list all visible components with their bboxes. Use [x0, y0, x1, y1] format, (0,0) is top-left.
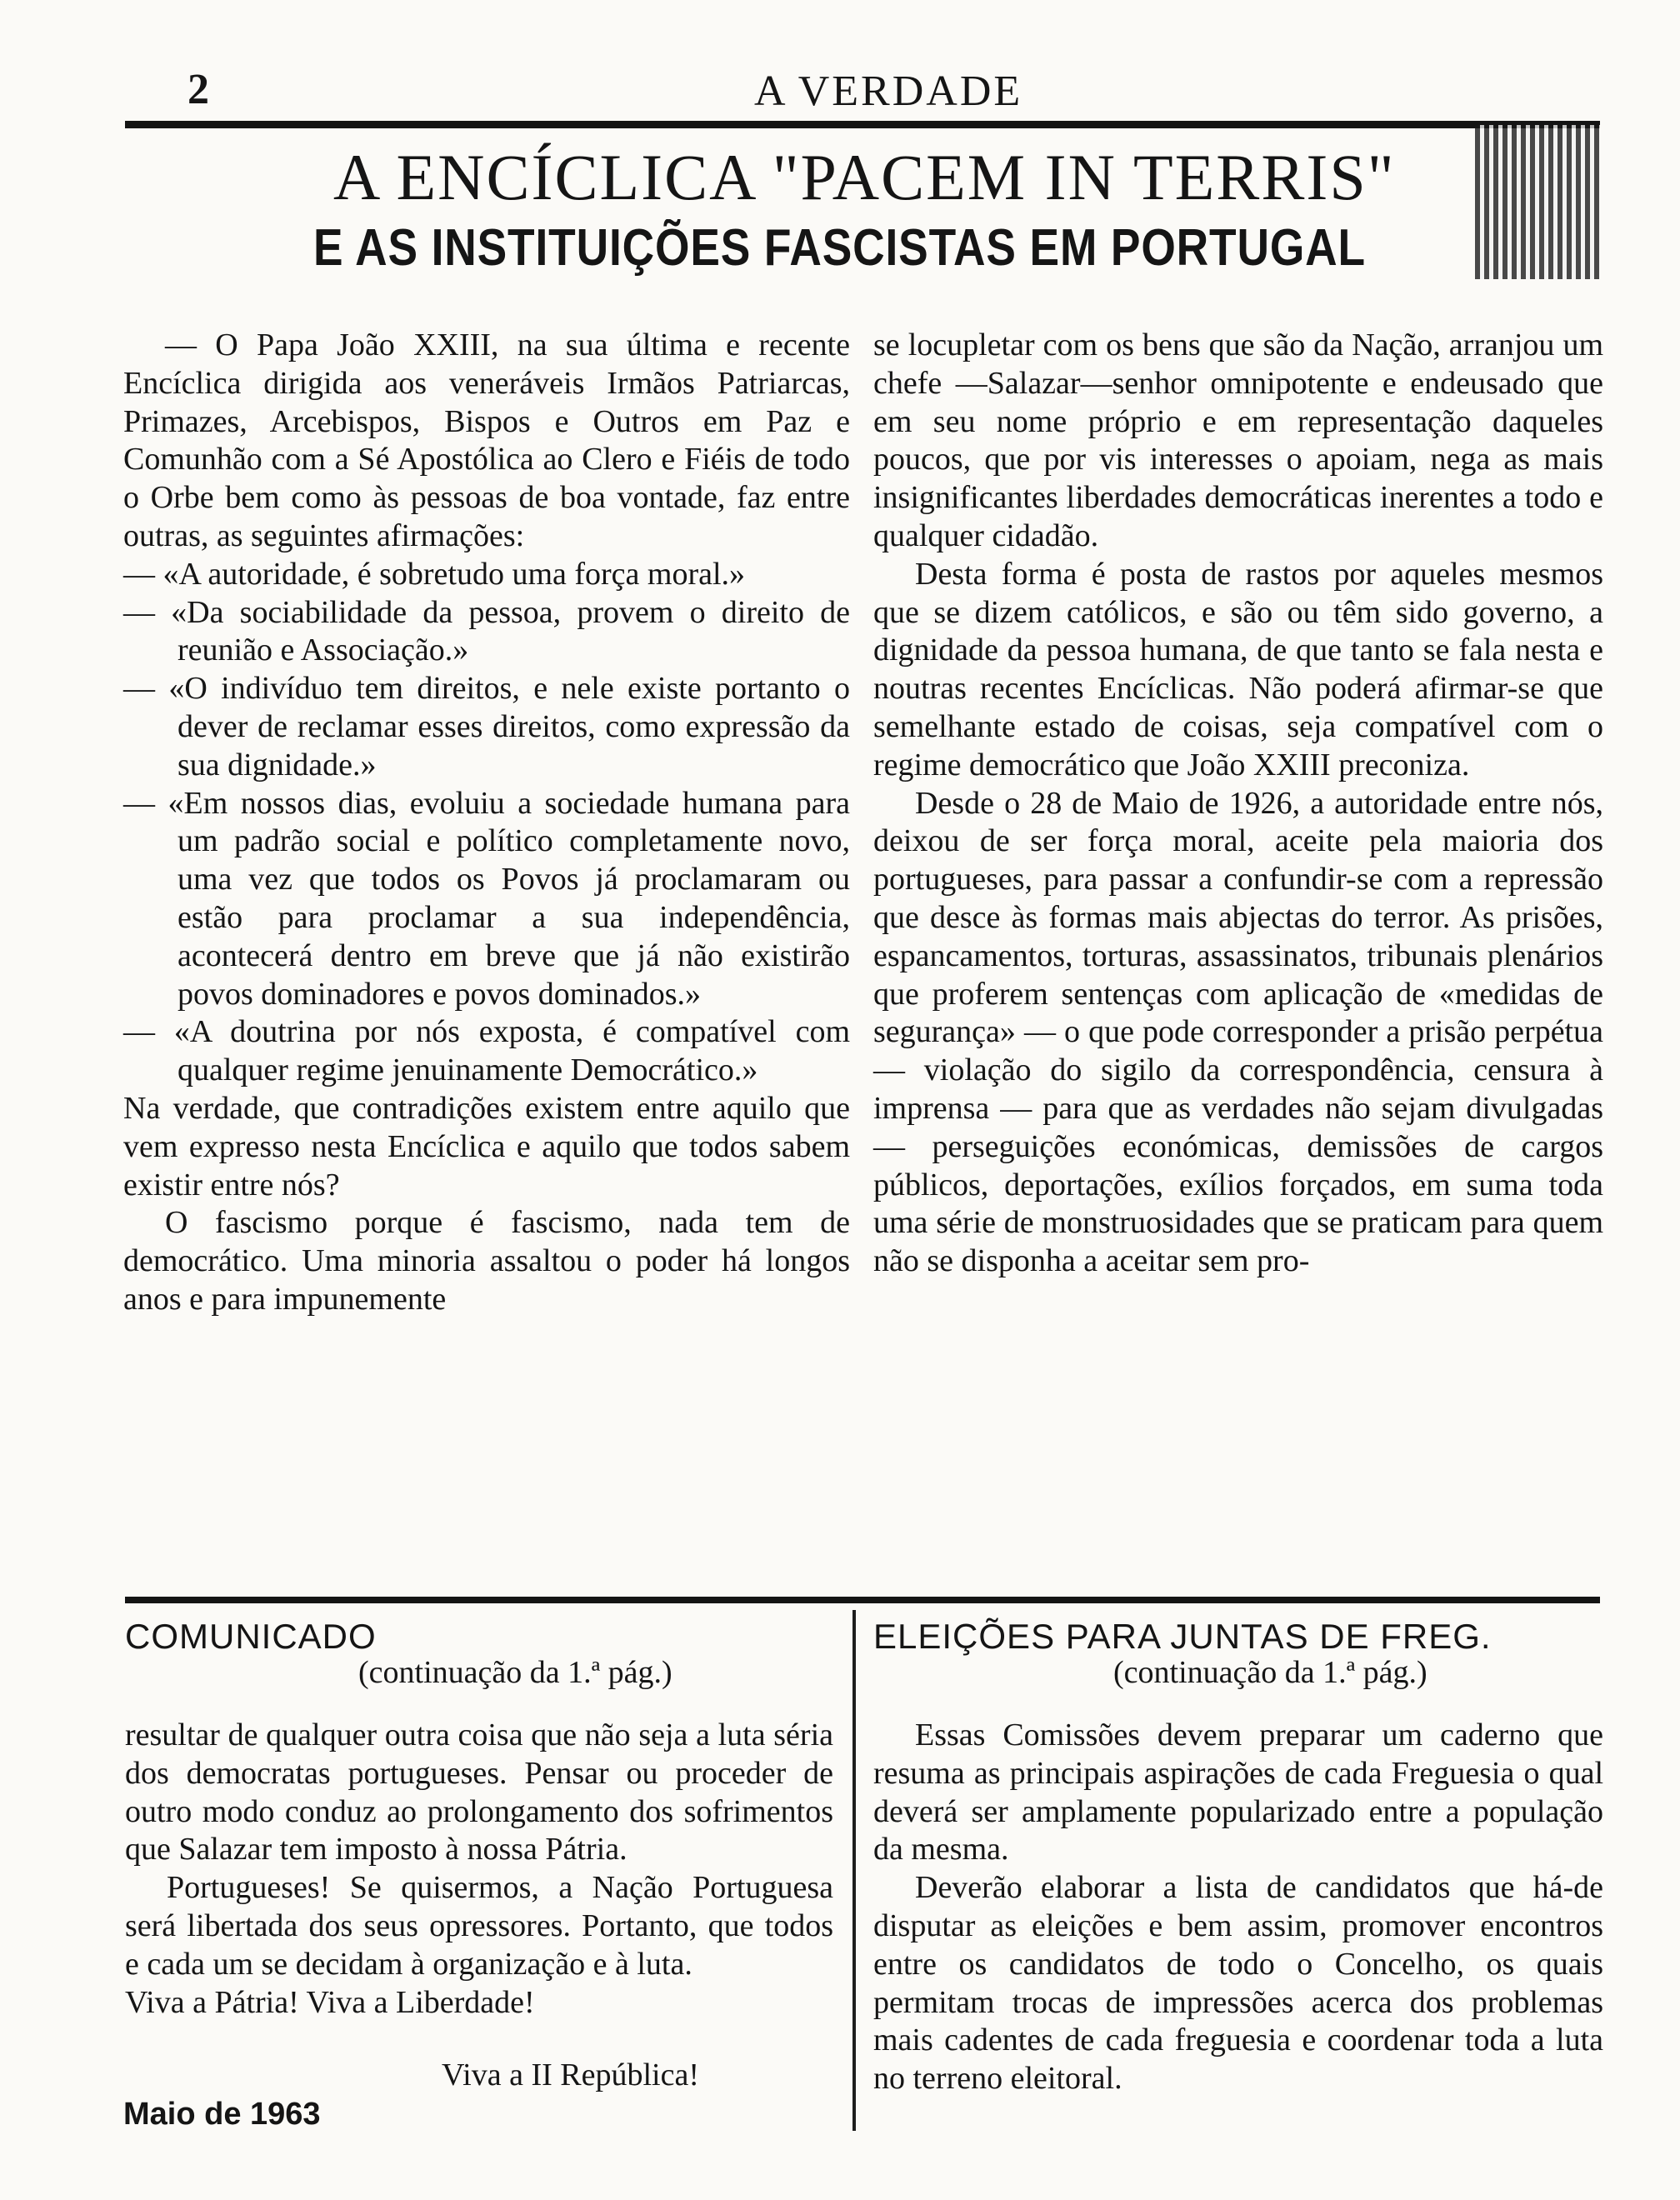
article-headline: A ENCÍCLICA "PACEM IN TERRIS" — [333, 141, 1396, 213]
article-subheadline: E AS INSTITUIÇÕES FASCISTAS EM PORTUGAL — [313, 219, 1366, 277]
page-number: 2 — [188, 66, 209, 113]
comunicado-title: COMUNICADO — [125, 1617, 377, 1656]
comunicado-date: Maio de 1963 — [123, 2097, 321, 2132]
comunicado-paragraph: Viva a Pátria! Viva a Liberdade! — [125, 1984, 535, 2020]
article-paragraph: Na verdade, que contradições existem entre aquilo que vem expresso nesta Encíclica e aquilo que todos sabem existir entre nós? — [123, 1090, 850, 1202]
comunicado-continuation-note: (continuação da 1.ª pág.) — [358, 1655, 672, 1690]
section-rule — [125, 1597, 1600, 1603]
encyclical-quote: — «Em nossos dias, evoluiu a sociedade humana para um padrão social e político completamente novo, uma vez que todos os Povos já proclamaram ou estão para proclamar a sua independência, acontecerá dentro em breve que já não existirão povos dominadores e povos dominados.» — [123, 785, 850, 1012]
masthead-rule — [125, 121, 1600, 128]
eleicoes-continuation-note: (continuação da 1.ª pág.) — [1113, 1655, 1428, 1690]
comunicado-body — [125, 1717, 833, 2022]
encyclical-quote: — «Da sociabilidade da pessoa, provem o direito de reunião e Associação.» — [123, 594, 850, 668]
encyclical-quote: — «O indivíduo tem direitos, e nele existe portanto o dever de reclamar esses direitos, como expressão da sua dignidade.» — [123, 671, 850, 782]
eleicoes-body — [873, 1717, 1603, 2098]
comunicado-paragraph: resultar de qualquer outra coisa que não seja a luta séria dos democratas portugueses. Pensar ou proceder de outro modo conduz ao prolongamento dos sofrimentos que Salazar tem imposto à nossa Pátria. — [125, 1718, 833, 1868]
article-left-column — [123, 327, 850, 1319]
ink-smudge — [1475, 125, 1600, 279]
encyclical-quote: — «A doutrina por nós exposta, é compatível com qualquer regime jenuinamente Democrático.» — [123, 1014, 850, 1088]
comunicado-paragraph: Portugueses! Se quisermos, a Nação Portuguesa será libertada dos seus opressores. Portanto, que todos e cada um se decidam à organização e à luta. — [125, 1870, 833, 1982]
comunicado-signoff: Viva a II República! — [442, 2058, 699, 2092]
eleicoes-paragraph: Deverão elaborar a lista de candidatos que há-de disputar as eleições e bem assim, promover encontros entre os candidatos de todo o Concelho, os quais permitam trocas de impressões acerca dos problemas mais cadentes de cada freguesia e coordenar toda a luta no terreno eleitoral. — [873, 1870, 1603, 2097]
column-divider — [852, 1610, 856, 2131]
article-paragraph: O fascismo porque é fascismo, nada tem de democrático. Uma minoria assaltou o poder há longos anos e para impunemente — [123, 1205, 850, 1317]
article-paragraph: Desta forma é posta de rastos por aqueles mesmos que se dizem católicos, e são ou têm sido governo, a dignidade da pessoa humana, de que tanto se fala nesta e noutras recentes Encíclicas. Não poderá afirmar-se que semelhante estado de coisas, seja compatível com o regime democrático que João XXIII preconiza. — [873, 556, 1603, 782]
eleicoes-paragraph: Essas Comissões devem preparar um caderno que resuma as principais aspirações de cada Freguesia o qual deverá ser amplamente popularizado entre a população da mesma. — [873, 1718, 1603, 1868]
eleicoes-title: ELEIÇÕES PARA JUNTAS DE FREG. — [873, 1617, 1492, 1656]
encyclical-quote: — «A autoridade, é sobretudo uma força moral.» — [123, 556, 746, 592]
article-right-column — [873, 327, 1603, 1281]
article-paragraph: Desde o 28 de Maio de 1926, a autoridade entre nós, deixou de ser força moral, aceite pela maioria dos portugueses, para passar a confundir-se com a repressão que desce às formas mais abjectas do terror. As prisões, espancamentos, torturas, assassinatos, tribunais plenários que proferem sentenças com aplicação de «medidas de segurança» — o que pode corresponder a prisão perpétua — violação do sigilo da correspondência, censura à imprensa — para que as verdades não sejam divulgadas — perseguições económicas, demissões de cargos públicos, deportações, exílios forçados, em suma toda uma série de monstruosidades que se praticam para quem não se disponha a aceitar sem pro- — [873, 785, 1603, 1279]
article-paragraph: — O Papa João XXIII, na sua última e recente Encíclica dirigida aos veneráveis Irmãos Patriarcas, Primazes, Arcebispos, Bispos e Outros em Paz e Comunhão com a Sé Apostólica ao Clero e Fiéis de todo o Orbe bem como às pessoas de boa vontade, faz entre outras, as seguintes afirmações: — [123, 328, 850, 553]
article-paragraph: se locupletar com os bens que são da Nação, arranjou um chefe —Salazar—senhor omnipotente e endeusado que em seu nome próprio e em representação daqueles poucos, que por vis interesses o apoiam, nega as mais insignificantes liberdades democráticas inerentes a todo e qualquer cidadão. — [873, 328, 1603, 553]
newspaper-name: A VERDADE — [754, 68, 1023, 115]
